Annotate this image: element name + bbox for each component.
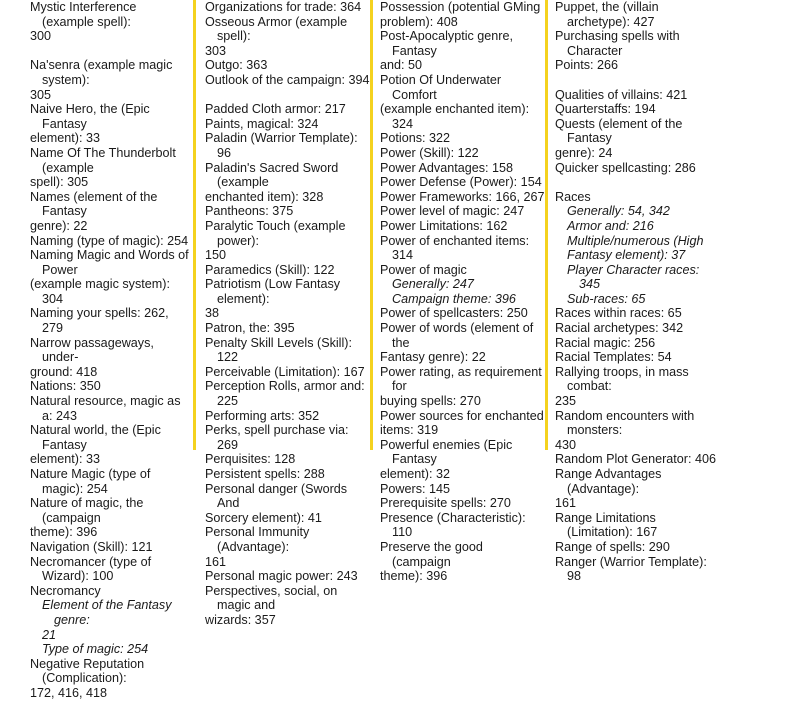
index-entry <box>205 263 370 278</box>
index-entry <box>205 467 370 482</box>
index-entry-line: Perquisites: 128 <box>205 452 296 467</box>
index-entry-line: 21 <box>42 627 57 642</box>
index-entry-line: Power Defense (Power): 154 <box>380 175 542 190</box>
index-entry-line: Natural resource, magic as a: 243 <box>30 394 181 423</box>
index-entry-line: Necromancy <box>30 583 101 598</box>
index-entry <box>555 365 720 409</box>
index-entry-line: Perks, spell purchase via: 269 <box>205 423 349 452</box>
index-column-1 <box>30 0 190 700</box>
index-entry <box>30 58 190 102</box>
index-entry <box>205 482 370 526</box>
index-entry-line: Presence (Characteristic): 110 <box>380 510 526 540</box>
index-entry <box>380 540 545 584</box>
index-entry-line: Fantasy genre): 22 <box>380 350 486 365</box>
index-entry-line: Element of the Fantasy genre: <box>42 598 172 627</box>
index-entry-line: Paramedics (Skill): 122 <box>205 262 335 277</box>
index-entry <box>205 409 370 424</box>
index-entry-line: Negative Reputation (Complication): <box>30 656 145 686</box>
index-entry <box>30 540 190 555</box>
index-entry <box>380 496 545 511</box>
index-entry-line: genre): 22 <box>30 218 88 233</box>
index-entry <box>30 190 190 234</box>
index-entry <box>30 336 190 380</box>
index-entry-line: spell): 305 <box>30 175 89 190</box>
index-entry <box>380 321 545 365</box>
index-entry <box>205 321 370 336</box>
index-entry-line: Range Limitations (Limitation): 167 <box>555 510 658 540</box>
index-entry <box>380 131 545 146</box>
index-entry-line: Racial archetypes: 342 <box>555 321 684 336</box>
index-entry <box>555 161 720 176</box>
index-entry <box>380 204 545 219</box>
index-entry-line: Powerful enemies (Epic Fantasy <box>380 437 513 467</box>
index-entry <box>555 452 720 467</box>
index-entry-line: Paladin's Sacred Sword (example <box>205 160 339 190</box>
index-subentry <box>555 263 720 292</box>
index-entry <box>380 161 545 176</box>
index-entry <box>30 146 190 190</box>
index-entry-line: Outgo: 363 <box>205 58 268 73</box>
index-entry-line: Power of enchanted items: 314 <box>380 233 530 263</box>
index-subentry <box>30 642 190 657</box>
index-entry <box>30 584 190 599</box>
index-entry <box>380 409 545 438</box>
index-entry-line: Outlook of the campaign: 394 <box>205 72 370 87</box>
index-entry-line: Power Limitations: 162 <box>380 218 508 233</box>
index-column-4 <box>555 0 720 584</box>
index-entry-line: 305 <box>30 87 52 102</box>
index-entry <box>380 190 545 205</box>
index-entry <box>555 511 720 540</box>
index-entry-line: Perception Rolls, armor and: 225 <box>205 379 365 409</box>
column-divider <box>193 0 196 450</box>
letter-gap <box>205 88 370 103</box>
index-entry <box>380 234 545 263</box>
index-entry <box>205 219 370 263</box>
index-entry <box>380 511 545 540</box>
index-entry-line: 150 <box>205 248 227 263</box>
index-entry <box>205 204 370 219</box>
index-entry-line: items: 319 <box>380 423 439 438</box>
index-entry-line: Campaign theme: 396 <box>392 291 516 306</box>
index-entry-line: Ranger (Warrior Template): 98 <box>555 554 707 584</box>
index-entry-line: Power Advantages: 158 <box>380 160 514 175</box>
index-entry-line: 161 <box>205 554 227 569</box>
index-entry <box>380 29 545 73</box>
index-entry-line: Range Advantages (Advantage): <box>555 467 662 496</box>
index-entry-line: Necromancer (type of Wizard): 100 <box>30 554 152 584</box>
index-entry <box>205 277 370 321</box>
index-subentry <box>555 219 720 234</box>
column-divider <box>370 0 373 450</box>
index-entry <box>555 336 720 351</box>
index-entry <box>555 350 720 365</box>
index-entry <box>205 102 370 117</box>
index-entry <box>30 102 190 146</box>
index-entry-line: Organizations for trade: 364 <box>205 0 362 14</box>
index-entry <box>380 306 545 321</box>
index-entry-line: Narrow passageways, under- <box>30 335 154 365</box>
index-entry-line: Random encounters with monsters: <box>555 408 695 438</box>
index-entry-line: Patriotism (Low Fantasy element): <box>205 277 341 306</box>
index-entry-line: Paladin (Warrior Template): 96 <box>205 131 358 160</box>
index-entry-line: 38 <box>205 306 220 321</box>
index-entry-line: Nature of magic, the (campaign <box>30 496 144 525</box>
index-entry-line: Type of magic: 254 <box>42 642 149 657</box>
index-entry <box>30 234 190 249</box>
index-entry-line: Races within races: 65 <box>555 306 682 321</box>
index-entry <box>205 379 370 408</box>
index-entry-line: Possession (potential GMing <box>380 0 541 14</box>
index-entry-line: Rallying troops, in mass combat: <box>555 364 689 394</box>
index-entry-line: Quarterstaffs: 194 <box>555 102 656 117</box>
index-entry <box>555 540 720 555</box>
index-entry-line: Naming your spells: 262, 279 <box>30 306 169 336</box>
index-entry-line: theme): 396 <box>380 569 448 584</box>
index-entry-line: Sub-races: 65 <box>567 291 646 306</box>
index-entry-line: problem): 408 <box>380 14 458 29</box>
index-entry-line: Generally: 247 <box>392 277 474 292</box>
index-entry-line: Powers: 145 <box>380 481 451 496</box>
index-subentry <box>555 292 720 307</box>
index-column-3 <box>380 0 545 584</box>
index-entry-line: Multiple/numerous (High <box>567 233 704 248</box>
index-entry <box>380 482 545 497</box>
index-entry-line: Races <box>555 189 591 204</box>
index-entry-line: Range of spells: 290 <box>555 539 670 554</box>
index-entry-line: Names (element of the Fantasy <box>30 189 158 219</box>
index-entry-line: Naive Hero, the (Epic Fantasy <box>30 102 150 131</box>
index-entry-line: 172, 416, 418 <box>30 685 108 700</box>
index-entry-line: Armor and: 216 <box>567 218 654 233</box>
index-entry <box>380 146 545 161</box>
index-entry-line: Persistent spells: 288 <box>205 467 325 481</box>
index-entry <box>30 0 190 44</box>
index-entry-line: Perspectives, social, on magic and <box>205 583 338 613</box>
index-entry <box>555 190 720 205</box>
index-entry <box>205 117 370 132</box>
index-entry-line: Preserve the good (campaign <box>380 539 483 569</box>
index-entry-line: Name Of The Thunderbolt (example <box>30 145 176 175</box>
index-entry <box>380 438 545 482</box>
index-entry-line: 235 <box>555 394 577 409</box>
index-entry-line: element): 33 <box>30 452 101 467</box>
index-entry-line: Nations: 350 <box>30 379 101 394</box>
index-entry-line: Na'senra (example magic system): <box>30 58 173 87</box>
index-column-2 <box>205 0 370 627</box>
index-entry <box>555 117 720 161</box>
index-entry-line: Paralytic Touch (example power): <box>205 218 346 248</box>
index-entry-line: Purchasing spells with Character <box>555 29 680 58</box>
index-entry <box>205 336 370 365</box>
index-entry-line: Power of spellcasters: 250 <box>380 306 528 321</box>
index-entry-line: Padded Cloth armor: 217 <box>205 102 346 117</box>
index-entry-line: (example enchanted item): 324 <box>380 102 530 131</box>
index-subentry <box>30 598 190 642</box>
index-entry-line: ground: 418 <box>30 364 98 379</box>
index-entry-line: Patron, the: 395 <box>205 321 295 336</box>
index-entry <box>555 306 720 321</box>
index-entry-line: Racial magic: 256 <box>555 335 656 350</box>
index-entry-line: Quicker spellcasting: 286 <box>555 160 696 175</box>
index-entry <box>555 409 720 453</box>
column-divider <box>545 0 548 450</box>
index-entry-line: Paints, magical: 324 <box>205 116 319 131</box>
index-entry <box>205 423 370 452</box>
index-entry <box>30 467 190 496</box>
index-entry-line: Power level of magic: 247 <box>380 204 525 219</box>
index-entry-line: Points: 266 <box>555 58 619 73</box>
index-entry-line: 161 <box>555 496 577 511</box>
index-entry <box>205 452 370 467</box>
index-entry-line: Random Plot Generator: 406 <box>555 452 717 467</box>
index-entry-line: Prerequisite spells: 270 <box>380 496 511 511</box>
index-entry <box>30 496 190 540</box>
index-entry-line: Personal danger (Swords And <box>205 481 348 511</box>
index-entry-line: buying spells: 270 <box>380 394 481 409</box>
index-entry <box>205 15 370 59</box>
index-entry-line: Personal Immunity (Advantage): <box>205 525 310 554</box>
index-entry-line: Mystic Interference (example spell): <box>30 0 137 29</box>
index-entry <box>205 58 370 73</box>
index-entry <box>205 131 370 160</box>
index-entry-line: Natural world, the (Epic Fantasy <box>30 423 161 452</box>
index-entry <box>380 263 545 278</box>
index-entry-line: Osseous Armor (example spell): <box>205 14 348 44</box>
index-entry <box>555 555 720 584</box>
index-entry-line: genre): 24 <box>555 145 613 160</box>
index-entry <box>30 394 190 423</box>
letter-gap <box>555 73 720 88</box>
letter-gap <box>30 44 190 59</box>
index-entry-line: Quests (element of the Fantasy <box>555 116 683 146</box>
index-entry-line: Penalty Skill Levels (Skill): 122 <box>205 335 352 365</box>
index-entry <box>30 423 190 467</box>
index-entry-line: and: 50 <box>380 58 423 73</box>
index-entry <box>555 88 720 103</box>
index-entry-line: Power (Skill): 122 <box>380 145 479 160</box>
index-entry-line: Power of words (element of the <box>380 321 534 350</box>
index-subentry <box>380 292 545 307</box>
index-entry <box>555 102 720 117</box>
index-entry-line: Fantasy element): 37 <box>567 248 686 263</box>
index-entry-line: Nature Magic (type of magic): 254 <box>30 467 151 496</box>
index-entry <box>205 584 370 628</box>
index-entry <box>205 569 370 584</box>
index-entry-line: Potions: 322 <box>380 131 451 146</box>
index-subentry <box>380 277 545 292</box>
index-entry-line: wizards: 357 <box>205 612 276 627</box>
index-entry <box>380 0 545 29</box>
index-entry-line: Power sources for enchanted <box>380 408 544 423</box>
index-entry <box>30 248 190 306</box>
index-entry-line: enchanted item): 328 <box>205 189 324 204</box>
index-entry <box>30 306 190 335</box>
index-entry <box>555 0 720 29</box>
index-entry-line: Naming (type of magic): 254 <box>30 233 189 248</box>
index-subentry <box>555 234 720 263</box>
index-entry-line: 303 <box>205 43 227 58</box>
index-entry-line: Navigation (Skill): 121 <box>30 539 153 554</box>
index-entry-line: Power Frameworks: 166, 267 <box>380 189 545 204</box>
index-entry-line: Power rating, as requirement for <box>380 364 542 394</box>
letter-gap <box>555 175 720 190</box>
index-entry <box>380 175 545 190</box>
index-entry-line: Naming Magic and Words of Power <box>30 248 189 277</box>
index-entry-line: (example magic system): 304 <box>30 277 170 306</box>
index-entry <box>205 365 370 380</box>
index-entry-line: Puppet, the (villain archetype): 427 <box>555 0 659 29</box>
index-entry <box>555 467 720 511</box>
index-entry-line: theme): 396 <box>30 525 98 540</box>
index-entry-line: Post-Apocalyptic genre, Fantasy <box>380 29 514 58</box>
index-entry-line: Potion Of Underwater Comfort <box>380 72 502 102</box>
index-entry-line: Player Character races: 345 <box>567 262 700 292</box>
index-entry <box>30 657 190 701</box>
index-entry <box>380 219 545 234</box>
index-entry-line: Perceivable (Limitation): 167 <box>205 364 365 379</box>
index-entry <box>30 555 190 584</box>
index-entry-line: Sorcery element): 41 <box>205 510 322 525</box>
index-entry-line: element): 32 <box>380 467 451 481</box>
index-entry <box>205 0 370 15</box>
index-entry-line: Generally: 54, 342 <box>567 204 670 219</box>
index-entry <box>205 161 370 205</box>
index-entry-line: Power of magic <box>380 262 467 277</box>
index-entry <box>380 365 545 409</box>
index-subentry <box>555 204 720 219</box>
index-entry-line: 300 <box>30 29 52 44</box>
index-entry <box>205 525 370 569</box>
index-entry <box>555 321 720 336</box>
index-entry <box>555 29 720 73</box>
index-entry <box>205 73 370 88</box>
index-entry-line: Qualities of villains: 421 <box>555 87 688 102</box>
index-entry-line: Personal magic power: 243 <box>205 569 358 584</box>
index-entry <box>30 379 190 394</box>
index-entry-line: element): 33 <box>30 131 101 146</box>
index-entry-line: 430 <box>555 437 577 452</box>
index-entry-line: Pantheons: 375 <box>205 204 294 219</box>
index-entry-line: Racial Templates: 54 <box>555 350 672 365</box>
index-entry <box>380 73 545 131</box>
index-entry-line: Performing arts: 352 <box>205 408 320 423</box>
